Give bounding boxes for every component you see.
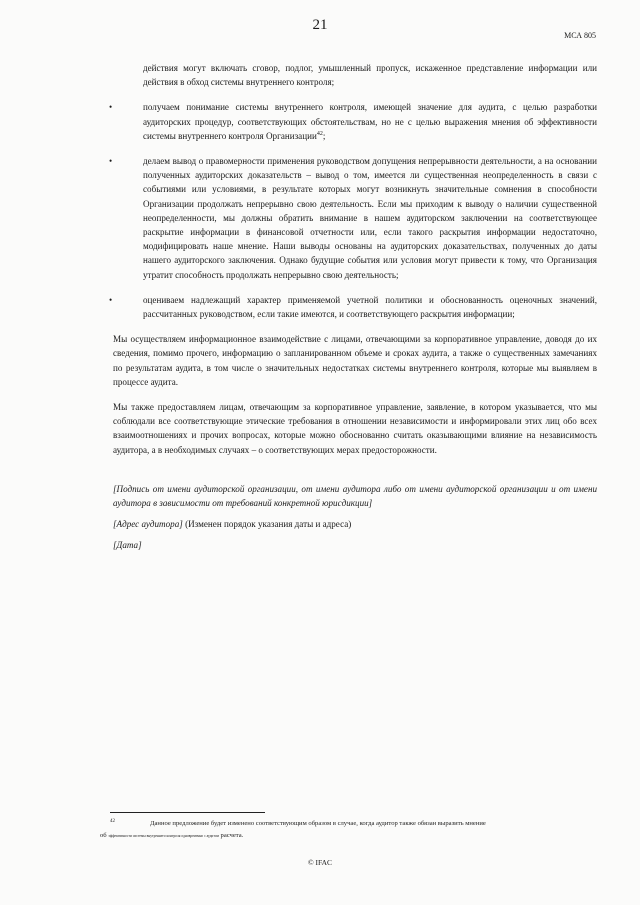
continuation-text: действия могут включать сговор, подлог, умышленный пропуск, искаженное представление информации или действия в обход системы внутреннего контроля;: [143, 63, 597, 88]
footnote-line-1: Данное предложение будет изменено соответствующим образом в случае, когда аудитор также обязан выразить мнение: [150, 820, 486, 827]
date-placeholder: [Дата]: [113, 540, 142, 551]
address-label: [Адрес аудитора]: [113, 519, 183, 530]
bullet-icon: •: [109, 156, 113, 167]
list-item-tail: ;: [322, 130, 326, 141]
footnote-line-2-small: эффективности системы внутреннего контроля одновременно с аудитом: [108, 834, 219, 838]
footnote-line-2: [100, 830, 600, 842]
footnote-divider: [110, 812, 265, 813]
footnote-reference: 42: [316, 130, 323, 137]
list-item-text: [143, 100, 597, 143]
list-item-body: получаем понимание системы внутреннего контроля, имеющей значение для аудита, с целью разработки аудиторских процедур, соответствующих обстоятельствам, но не с целью выражения мнения об эффективности системы внутреннего контроля Организации: [143, 102, 597, 141]
document-code: МСА 805: [564, 31, 596, 40]
main-content: [109, 61, 597, 553]
footnote-mark: 42: [110, 819, 115, 824]
bullet-icon: •: [109, 294, 113, 305]
address-note: (Изменен порядок указания даты и адреса): [182, 519, 352, 530]
footnote: [100, 818, 600, 842]
list-item-continuation: [113, 61, 597, 89]
footnote-line-2-start: об: [100, 832, 107, 839]
paragraph: Мы осуществляем информационное взаимодействие с лицами, отвечающими за корпоративное управление, доводя до их сведения, помимо прочего, информацию о запланированном объеме и сроках аудита, а также о существенных замечаниях по результатам аудита, в том числе о значительных недостатках системы внутреннего контроля, которые мы выявляем в процессе аудита.: [113, 334, 597, 387]
footnote-line-2-end: расчета.: [220, 832, 244, 839]
auditor-address: [113, 517, 597, 531]
list-item-text: оцениваем надлежащий характер применяемой учетной политики и обоснованность оценочных значений, рассчитанных руководством, если такие имеются, и соответствующего раскрытия информации;: [143, 294, 597, 320]
page-number: 21: [312, 17, 328, 33]
bullet-icon: •: [109, 102, 113, 113]
list-item: [109, 100, 597, 143]
list-item: [109, 154, 597, 282]
list-item-text: делаем вывод о правомерности применения руководством допущения непрерывности деятельности, а на основании полученных аудиторских доказательств – вывод о том, имеется ли существенная неопределенность в связи с событиями или условиями, в результате которых могут возникнуть значительные сомнения в способности Организации продолжать непрерывно свою деятельность. Если мы приходим к выводу о наличии существенной неопределенности, мы должны обратить внимание в нашем аудиторском заключении на соответствующее раскрытие информации в финансовой отчетности или, если такого раскрытия информации недостаточно, модифицировать наше мнение. Наши выводы основаны на аудиторских доказательствах, полученных до даты нашего аудиторского заключения. Однако будущие события или условия могут привести к тому, что Организация утратит способность продолжать непрерывно свою деятельность;: [143, 156, 597, 280]
signature-placeholder: [Подпись от имени аудиторской организации, от имени аудитора либо от имени аудиторской организации и от имени аудитора в зависимости от требований конкретной юрисдикции]: [113, 483, 597, 509]
list-item: [109, 293, 597, 321]
copyright-footer: © IFAC: [307, 858, 333, 867]
paragraph: Мы также предоставляем лицам, отвечающим за корпоративное управление, заявление, в котором указывается, что мы соблюдали все соответствующие этические требования в отношении независимости и информировали этих лиц обо всех взаимоотношениях и прочих вопросах, которые можно обоснованно считать оказывающими влияние на независимость аудитора, а в необходимых случаях – о соответствующих мерах предосторожности.: [113, 402, 597, 455]
